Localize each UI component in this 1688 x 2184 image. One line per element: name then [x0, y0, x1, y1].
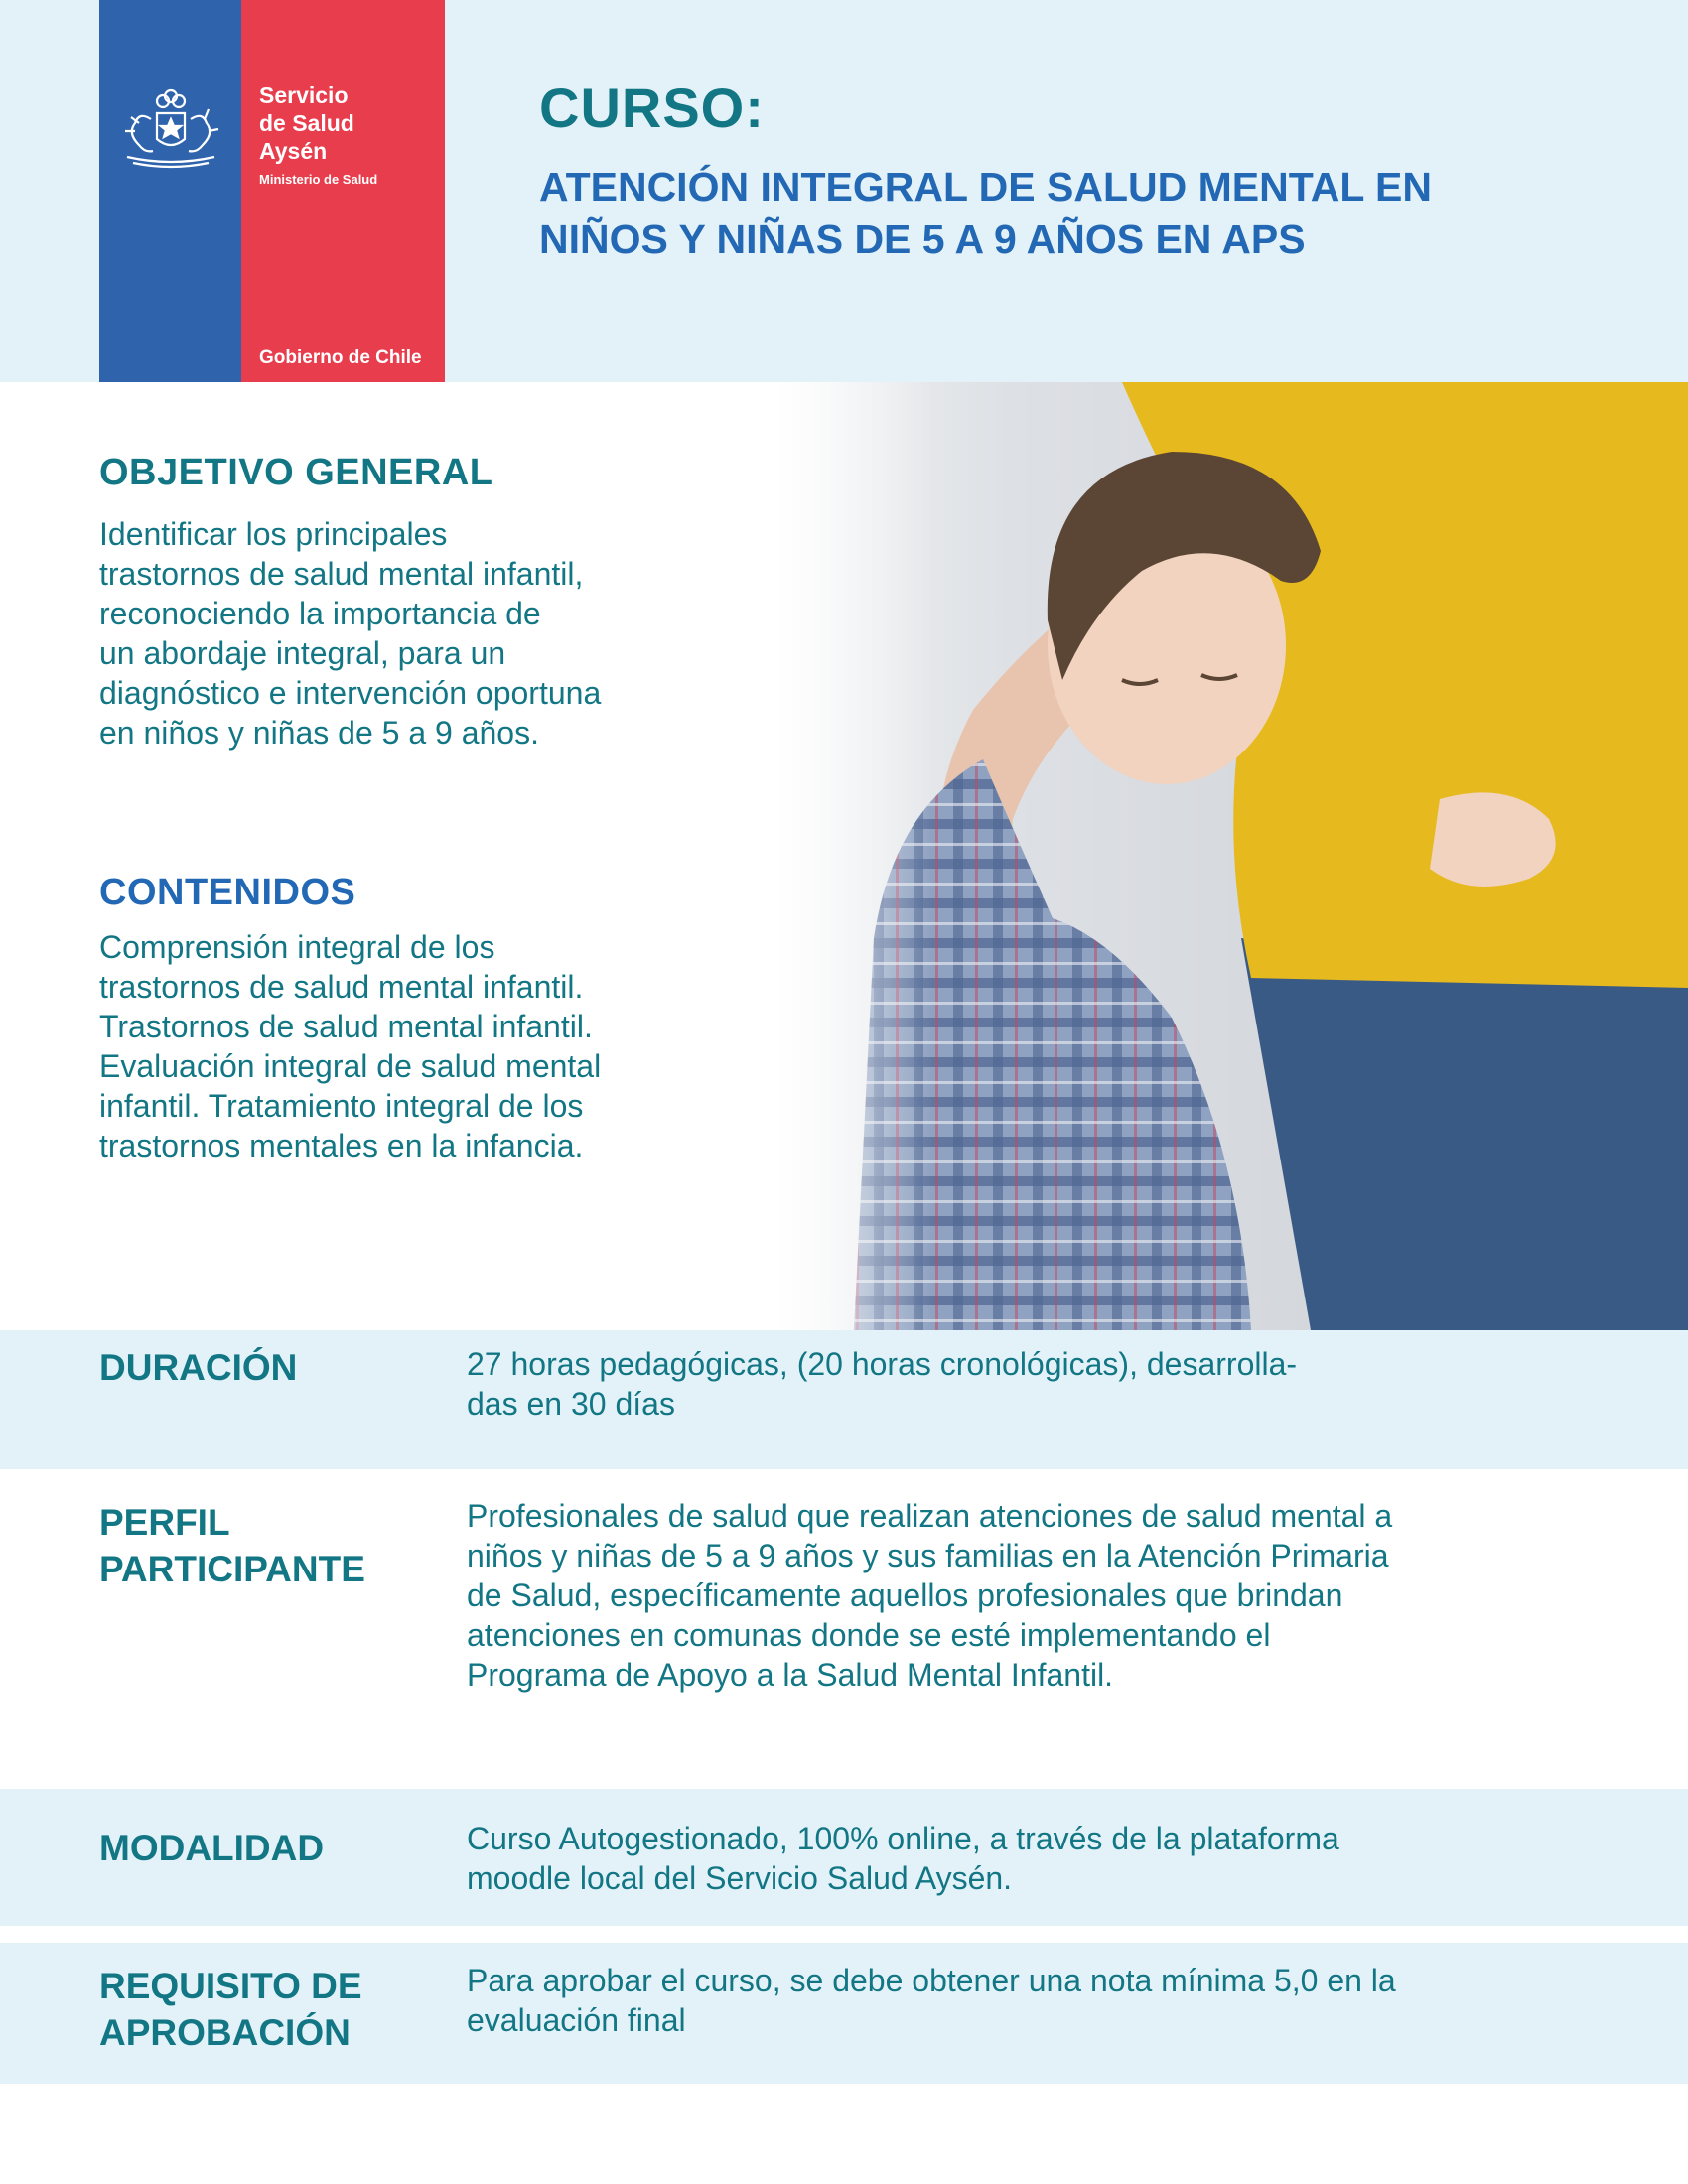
contenidos-text: [99, 927, 705, 1165]
perfil-line: Profesionales de salud que realizan atenciones de salud mental a: [467, 1498, 1393, 1534]
perfil-line: Programa de Apoyo a la Salud Mental Infantil.: [467, 1657, 1114, 1693]
objetivo-line: reconociendo la importancia de: [99, 596, 541, 631]
objetivo-line: en niños y niñas de 5 a 9 años.: [99, 715, 539, 751]
perfil-label: [99, 1499, 365, 1592]
page-title: [539, 161, 1631, 266]
modalidad-line: moodle local del Servicio Salud Aysén.: [467, 1860, 1013, 1896]
requisito-row: [0, 1943, 1688, 2084]
page-label: CURSO:: [539, 76, 765, 139]
requisito-label-line-2: APROBACIÓN: [99, 2012, 351, 2053]
page-title-line-2: NIÑOS Y NIÑAS DE 5 A 9 AÑOS EN APS: [539, 216, 1306, 262]
contenidos-line: trastornos mentales en la infancia.: [99, 1128, 584, 1163]
perfil-row: [0, 1469, 1688, 1789]
servicio-salud-aysen-logo: [99, 0, 445, 382]
duracion-line: 27 horas pedagógicas, (20 horas cronológicas), desarrolla-: [467, 1346, 1298, 1382]
perfil-value: [467, 1496, 1559, 1695]
contenidos-heading: CONTENIDOS: [99, 872, 356, 913]
duracion-label: DURACIÓN: [99, 1347, 298, 1388]
logo-government: Gobierno de Chile: [259, 347, 422, 368]
requisito-label: [99, 1963, 362, 2056]
contenidos-line: Evaluación integral de salud mental: [99, 1048, 602, 1084]
duracion-line: das en 30 días: [467, 1386, 675, 1422]
requisito-line: Para aprobar el curso, se debe obtener una nota mínima 5,0 en la: [467, 1963, 1396, 1998]
modalidad-row: [0, 1789, 1688, 1926]
requisito-label-line-1: REQUISITO DE: [99, 1966, 362, 2006]
objetivo-line: diagnóstico e intervención oportuna: [99, 675, 602, 711]
objetivo-line: un abordaje integral, para un: [99, 635, 506, 671]
page-title-line-1: ATENCIÓN INTEGRAL DE SALUD MENTAL EN: [539, 164, 1432, 209]
modalidad-value: [467, 1819, 1559, 1898]
contenidos-line: trastornos de salud mental infantil.: [99, 969, 584, 1005]
requisito-value: [467, 1961, 1559, 2040]
modalidad-label: MODALIDAD: [99, 1828, 325, 1868]
logo-service-name: [259, 81, 354, 165]
perfil-line: atenciones en comunas donde se esté implementando el: [467, 1617, 1271, 1653]
perfil-line: de Salud, específicamente aquellos profesionales que brindan: [467, 1577, 1343, 1613]
jeans-shape: [1241, 938, 1688, 1330]
contenidos-line: infantil. Tratamiento integral de los: [99, 1088, 584, 1124]
contenidos-line: Comprensión integral de los: [99, 929, 495, 965]
logo-line-3: Aysén: [259, 138, 328, 164]
perfil-line: niños y niñas de 5 a 9 años y sus familias en la Atención Primaria: [467, 1538, 1389, 1573]
objetivo-line: trastornos de salud mental infantil,: [99, 556, 584, 592]
duracion-value: [467, 1344, 1559, 1424]
requisito-line: evaluación final: [467, 2002, 686, 2038]
contenidos-line: Trastornos de salud mental infantil.: [99, 1009, 593, 1044]
logo-line-2: de Salud: [259, 110, 354, 136]
logo-red-panel: [241, 0, 445, 382]
duracion-row: [0, 1330, 1688, 1469]
objetivo-text: [99, 514, 705, 752]
objetivo-heading: OBJETIVO GENERAL: [99, 452, 493, 493]
perfil-label-line-2: PARTICIPANTE: [99, 1549, 365, 1589]
chile-coat-of-arms-icon: [113, 83, 228, 173]
objetivo-line: Identificar los principales: [99, 516, 448, 552]
logo-blue-panel: [99, 0, 241, 382]
modalidad-line: Curso Autogestionado, 100% online, a través de la plataforma: [467, 1821, 1339, 1856]
logo-ministry: Ministerio de Salud: [259, 172, 378, 187]
perfil-label-line-1: PERFIL: [99, 1502, 230, 1543]
logo-line-1: Servicio: [259, 82, 349, 108]
row-separator: [0, 1926, 1688, 1943]
